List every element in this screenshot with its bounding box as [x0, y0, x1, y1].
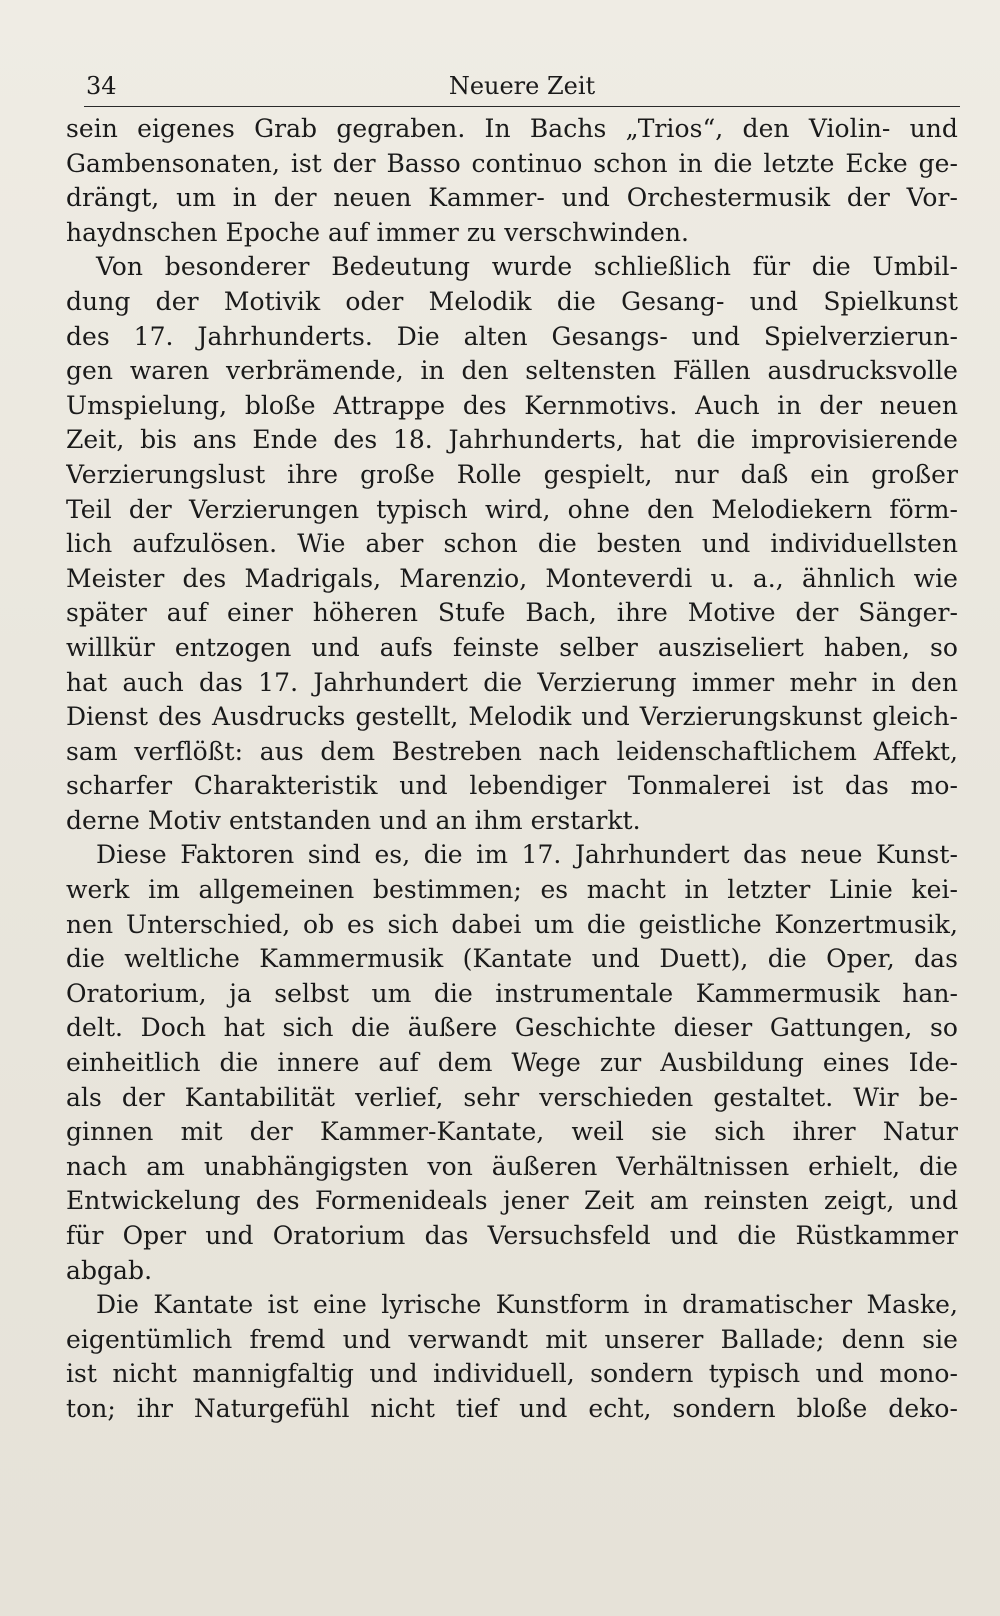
- text-line: haydnschen Epoche auf immer zu verschwinden.: [66, 217, 690, 247]
- text-line: abgab.: [66, 1255, 153, 1285]
- text-line: gen waren verbrämende, in den seltensten Fällen ausdrucksvolle: [66, 356, 958, 386]
- page-number: 34: [86, 72, 117, 100]
- text-line: für Oper und Oratorium das Versuchsfeld und die Rüstkammer: [66, 1221, 958, 1250]
- text-line: Meister des Madrigals, Marenzio, Monteverdi u. a., ähnlich wie: [66, 563, 958, 593]
- text-line: einheitlich die innere auf dem Wege zur Ausbildung eines Ide-: [66, 1048, 958, 1078]
- text-line: werk im allgemeinen bestimmen; es macht in letzter Linie kei-: [66, 875, 958, 905]
- text-line: Die Kantate ist eine lyrische Kunstform in dramatischer Maske,: [96, 1290, 958, 1320]
- text-line: hat auch das 17. Jahrhundert die Verzierung immer mehr in den: [66, 667, 958, 697]
- text-line: Oratorium, ja selbst um die instrumentale Kammermusik han-: [66, 978, 958, 1008]
- text-line: sein eigenes Grab gegraben. In Bachs „Trios“, den Violin- und: [66, 114, 958, 143]
- text-line: Teil der Verzierungen typisch wird, ohne den Melodiekern förm-: [66, 494, 958, 524]
- text-line: Entwickelung des Formenideals jener Zeit am reinsten zeigt, und: [66, 1186, 958, 1216]
- text-line: Umspielung, bloße Attrappe des Kernmotivs. Auch in der neuen: [66, 390, 958, 420]
- text-line: drängt, um in der neuen Kammer- und Orchestermusik der Vor-: [66, 183, 958, 213]
- text-line: Gambensonaten, ist der Basso continuo schon in die letzte Ecke ge-: [66, 148, 958, 178]
- text-line: des 17. Jahrhunderts. Die alten Gesangs- und Spielverzierun-: [66, 321, 958, 351]
- text-line: Zeit, bis ans Ende des 18. Jahrhunderts, hat die improvisierende: [66, 425, 958, 455]
- page-header: [84, 68, 960, 107]
- text-line: Verzierungslust ihre große Rolle gespielt, nur daß ein großer: [66, 459, 958, 489]
- text-line: Von besonderer Bedeutung wurde schließlich für die Umbil-: [96, 252, 958, 282]
- text-line: delt. Doch hat sich die äußere Geschichte dieser Gattungen, so: [66, 1013, 958, 1043]
- text-line: als der Kantabilität verlief, sehr verschieden gestaltet. Wir be-: [66, 1082, 958, 1112]
- running-head: Neuere Zeit: [448, 72, 596, 100]
- text-line: Diese Faktoren sind es, die im 17. Jahrhundert das neue Kunst-: [96, 840, 958, 870]
- text-line: nen Unterschied, ob es sich dabei um die geistliche Konzertmusik,: [66, 909, 958, 939]
- text-line: Dienst des Ausdrucks gestellt, Melodik und Verzierungskunst gleich-: [66, 702, 958, 732]
- text-line: die weltliche Kammermusik (Kantate und Duett), die Oper, das: [66, 944, 958, 974]
- text-line: später auf einer höheren Stufe Bach, ihre Motive der Sänger-: [66, 598, 958, 628]
- text-line: lich aufzulösen. Wie aber schon die besten und individuellsten: [66, 529, 958, 559]
- text-line: sam verflößt: aus dem Bestreben nach leidenschaftlichem Affekt,: [66, 736, 958, 766]
- text-line: ginnen mit der Kammer-Kantate, weil sie sich ihrer Natur: [66, 1117, 958, 1147]
- body-text: [66, 112, 958, 1427]
- text-line: derne Motiv entstanden und an ihm erstarkt.: [66, 805, 641, 835]
- text-line: eigentümlich fremd und verwandt mit unserer Ballade; denn sie: [66, 1324, 958, 1354]
- text-line: ist nicht mannigfaltig und individuell, sondern typisch und mono-: [66, 1359, 958, 1389]
- text-line: ton; ihr Naturgefühl nicht tief und echt, sondern bloße deko-: [66, 1393, 958, 1423]
- text-line: willkür entzogen und aufs feinste selber ausziseliert haben, so: [66, 632, 958, 662]
- text-line: scharfer Charakteristik und lebendiger Tonmalerei ist das mo-: [66, 771, 958, 801]
- text-line: dung der Motivik oder Melodik die Gesang- und Spielkunst: [66, 286, 958, 316]
- text-line: nach am unabhängigsten von äußeren Verhältnissen erhielt, die: [66, 1151, 958, 1181]
